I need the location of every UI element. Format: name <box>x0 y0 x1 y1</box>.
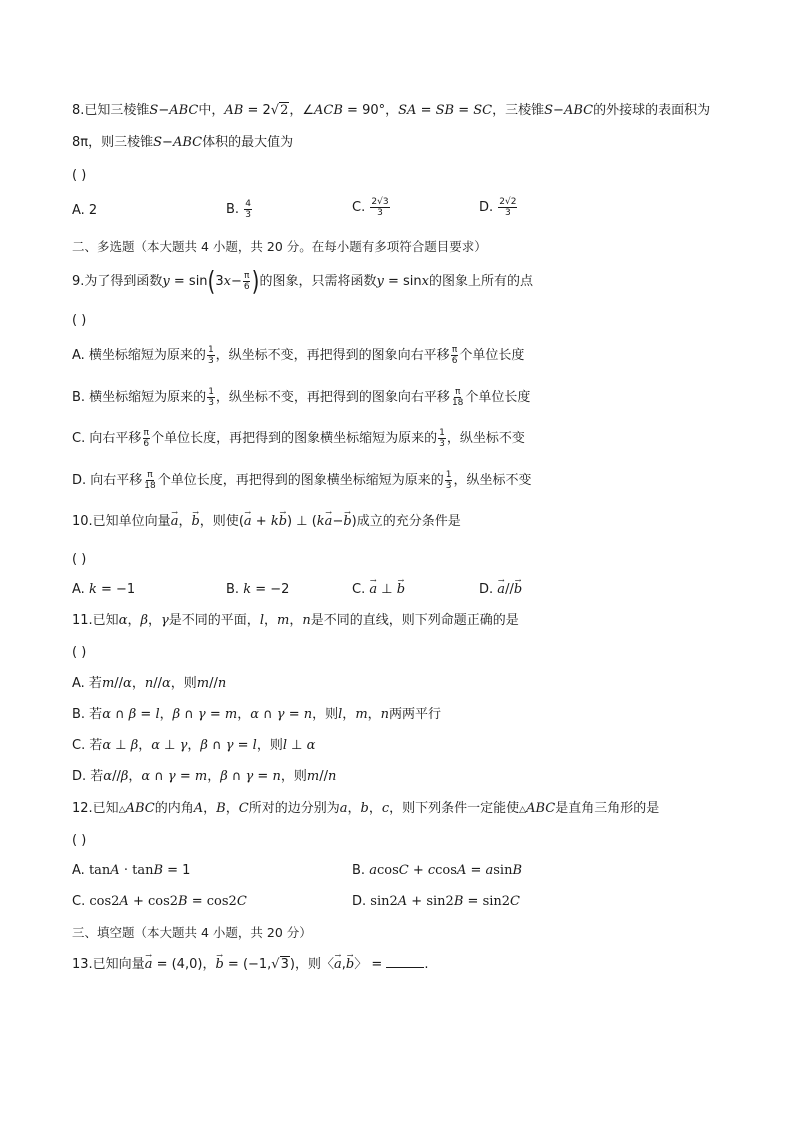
text: ，则 <box>312 707 339 722</box>
option-label: D. <box>479 582 494 597</box>
text: D. 向右平移 <box>72 473 143 488</box>
answer-blank[interactable] <box>386 967 424 968</box>
text: ，纵坐标不变，再把得到的图象向右平移 <box>215 348 450 363</box>
text: 的图象上所有的点 <box>428 274 533 289</box>
q12-option-a[interactable]: A. tanA · tanB = 1 <box>72 863 191 878</box>
section-heading-multiple-choice: 二、多选题（本大题共 4 小题，共 20 分。在每小题有多项符合题目要求） <box>72 239 487 254</box>
text: B. 横坐标缩短为原来的 <box>72 390 207 405</box>
answer-paren: ( ) <box>72 833 87 848</box>
text: 11.已知 <box>72 613 119 628</box>
text: 个单位长度，再把得到的图象横坐标缩短为原来的 <box>151 431 438 446</box>
text: A. 横坐标缩短为原来的 <box>72 348 206 363</box>
q10-option-d[interactable]: D. → a//→ b <box>479 580 522 600</box>
text: ，则 <box>256 738 283 753</box>
question-13-stem: 13.已知向量→ a = (4,0)，→ b = (−1,√3)，则〈→ a,→ b〉 = . <box>72 955 754 975</box>
text: ， <box>289 103 303 118</box>
text: ，则使 <box>199 514 239 529</box>
text: 个单位长度 <box>465 390 531 405</box>
option-label: C. <box>352 582 366 597</box>
text: ，则 <box>294 957 321 972</box>
q10-option-a[interactable]: A. k = −1 <box>72 582 136 597</box>
question-11-stem: 11.已知α，β，γ是不同的平面，l，m，n是不同的直线，则下列命题正确的是 <box>72 613 519 628</box>
text: 的图象，只需将函数 <box>259 274 377 289</box>
text: 体积的最大值为 <box>202 135 294 150</box>
text: ，三棱锥 <box>492 103 545 118</box>
text: 是直角三角形的是 <box>555 801 660 816</box>
option-label: D. <box>352 894 367 909</box>
text: 中， <box>198 103 225 118</box>
text: ，则下列条件一定能使 <box>389 801 520 816</box>
answer-paren: ( ) <box>72 313 87 328</box>
text: . <box>424 957 429 972</box>
q9-option-b[interactable]: B. 横坐标缩短为原来的 $\frac{1}{3}$ ，纵坐标不变，再把得到的图象向右平移 $\frac{\pi}{18}$ 个单位长度 <box>72 387 531 408</box>
q9-option-d[interactable]: D. 向右平移 $\frac{\pi}{18}$ 个单位长度，再把得到的图象横坐标缩短为原来的 $\frac{1}{3}$ ，纵坐标不变 <box>72 470 532 491</box>
text: 个单位长度 <box>459 348 525 363</box>
text: D. 若 <box>72 769 104 784</box>
question-number: 8. <box>72 103 85 118</box>
q10-option-c[interactable]: C. → a ⊥ → b <box>352 580 405 600</box>
text: A. 若 <box>72 676 102 691</box>
text: C. 向右平移 <box>72 431 142 446</box>
text: ，纵坐标不变 <box>446 431 525 446</box>
text: 两两平行 <box>389 707 442 722</box>
option-label: C. <box>352 200 366 215</box>
q11-option-d[interactable]: D. 若α//β，α ∩ γ = m，β ∩ γ = n，则m//n <box>72 769 337 784</box>
q11-option-c[interactable]: C. 若α ⊥ β，α ⊥ γ，β ∩ γ = l，则l ⊥ α <box>72 738 316 753</box>
text: B. 若 <box>72 707 103 722</box>
question-8-stem-line2: 8π，则三棱锥S−ABC体积的最大值为 <box>72 135 294 150</box>
question-10-stem: 10.已知单位向量→ a，→ b，则使(→ a + k→ b) ⊥ (k→ a−→ b)成立的充分条件是 <box>72 512 754 532</box>
option-label: C. <box>72 894 86 909</box>
question-9-stem: 9.为了得到函数y = sin(3x− $\frac{\pi}{6}$ )的图象，只需将函数y = sinx的图象上所有的点 <box>72 264 533 298</box>
text: ，纵坐标不变，再把得到的图象向右平移 <box>215 390 450 405</box>
text: 13.已知向量 <box>72 957 145 972</box>
text: 是不同的平面， <box>168 613 260 628</box>
text: ， <box>202 957 216 972</box>
q10-option-b[interactable]: B. k = −2 <box>226 582 290 597</box>
question-8-stem: 8.已知三棱锥S−ABC中，AB = 2√2，∠ACB = 90°，SA = SB = SC，三棱锥S−ABC的外接球的表面积为 <box>72 103 711 118</box>
q11-option-b[interactable]: B. 若α ∩ β = l，β ∩ γ = m，α ∩ γ = n，则l，m，n两两平行 <box>72 707 442 722</box>
q9-option-c[interactable]: C. 向右平移 $\frac{\pi}{6}$ 个单位长度，再把得到的图象横坐标缩短为原来的 $\frac{1}{3}$ ，纵坐标不变 <box>72 428 525 449</box>
option-label: A. <box>72 863 85 878</box>
q8-option-a[interactable]: A. 2 <box>72 203 98 218</box>
text: 的内角 <box>154 801 194 816</box>
option-label: A. <box>72 582 85 597</box>
q8-option-b[interactable]: B. $\frac{4}{3}$ <box>226 199 251 220</box>
text: 成立的充分条件是 <box>356 514 461 529</box>
question-12-stem: 12.已知△ABC的内角A，B，C所对的边分别为a，b，c，则下列条件一定能使△ABC是直角三角形的是 <box>72 801 660 816</box>
text: 所对的边分别为 <box>248 801 340 816</box>
q12-option-d[interactable]: D. sin2A + sin2B = sin2C <box>352 894 520 909</box>
q12-option-b[interactable]: B. acosC + ccosA = asinB <box>352 863 523 878</box>
text: ，则三棱锥 <box>88 135 154 150</box>
q8-option-d[interactable]: D. $\frac{2√2}{3}$ <box>479 197 517 218</box>
text: 9.为了得到函数 <box>72 274 163 289</box>
answer-paren: ( ) <box>72 645 87 660</box>
text: 个单位长度，再把得到的图象横坐标缩短为原来的 <box>157 473 444 488</box>
option-label: B. <box>352 863 366 878</box>
answer-paren: ( ) <box>72 168 87 183</box>
text: ，则 <box>280 769 307 784</box>
q12-option-c[interactable]: C. cos2A + cos2B = cos2C <box>72 894 247 909</box>
option-label: B. <box>226 202 240 217</box>
text: ， <box>385 103 399 118</box>
text: 的外接球的表面积为 <box>593 103 711 118</box>
answer-paren: ( ) <box>72 552 87 567</box>
section-heading-fill-in: 三、填空题（本大题共 4 小题，共 20 分） <box>72 925 312 940</box>
text: ，则 <box>170 676 197 691</box>
option-label: B. <box>226 582 240 597</box>
option-label: D. <box>479 200 494 215</box>
text: 已知三棱锥 <box>84 103 150 118</box>
text: ， <box>178 514 192 529</box>
text: 10.已知单位向量 <box>72 514 171 529</box>
q8-option-c[interactable]: C. $\frac{2√3}{3}$ <box>352 197 389 218</box>
q9-option-a[interactable]: A. 横坐标缩短为原来的 $\frac{1}{3}$ ，纵坐标不变，再把得到的图象向右平移 $\frac{\pi}{6}$ 个单位长度 <box>72 345 525 366</box>
text: 8π <box>72 135 89 150</box>
text: ，纵坐标不变 <box>453 473 532 488</box>
text: C. 若 <box>72 738 103 753</box>
text: 是不同的直线，则下列命题正确的是 <box>310 613 519 628</box>
q11-option-a[interactable]: A. 若m//α，n//α，则m//n <box>72 676 227 691</box>
text: 12.已知 <box>72 801 119 816</box>
